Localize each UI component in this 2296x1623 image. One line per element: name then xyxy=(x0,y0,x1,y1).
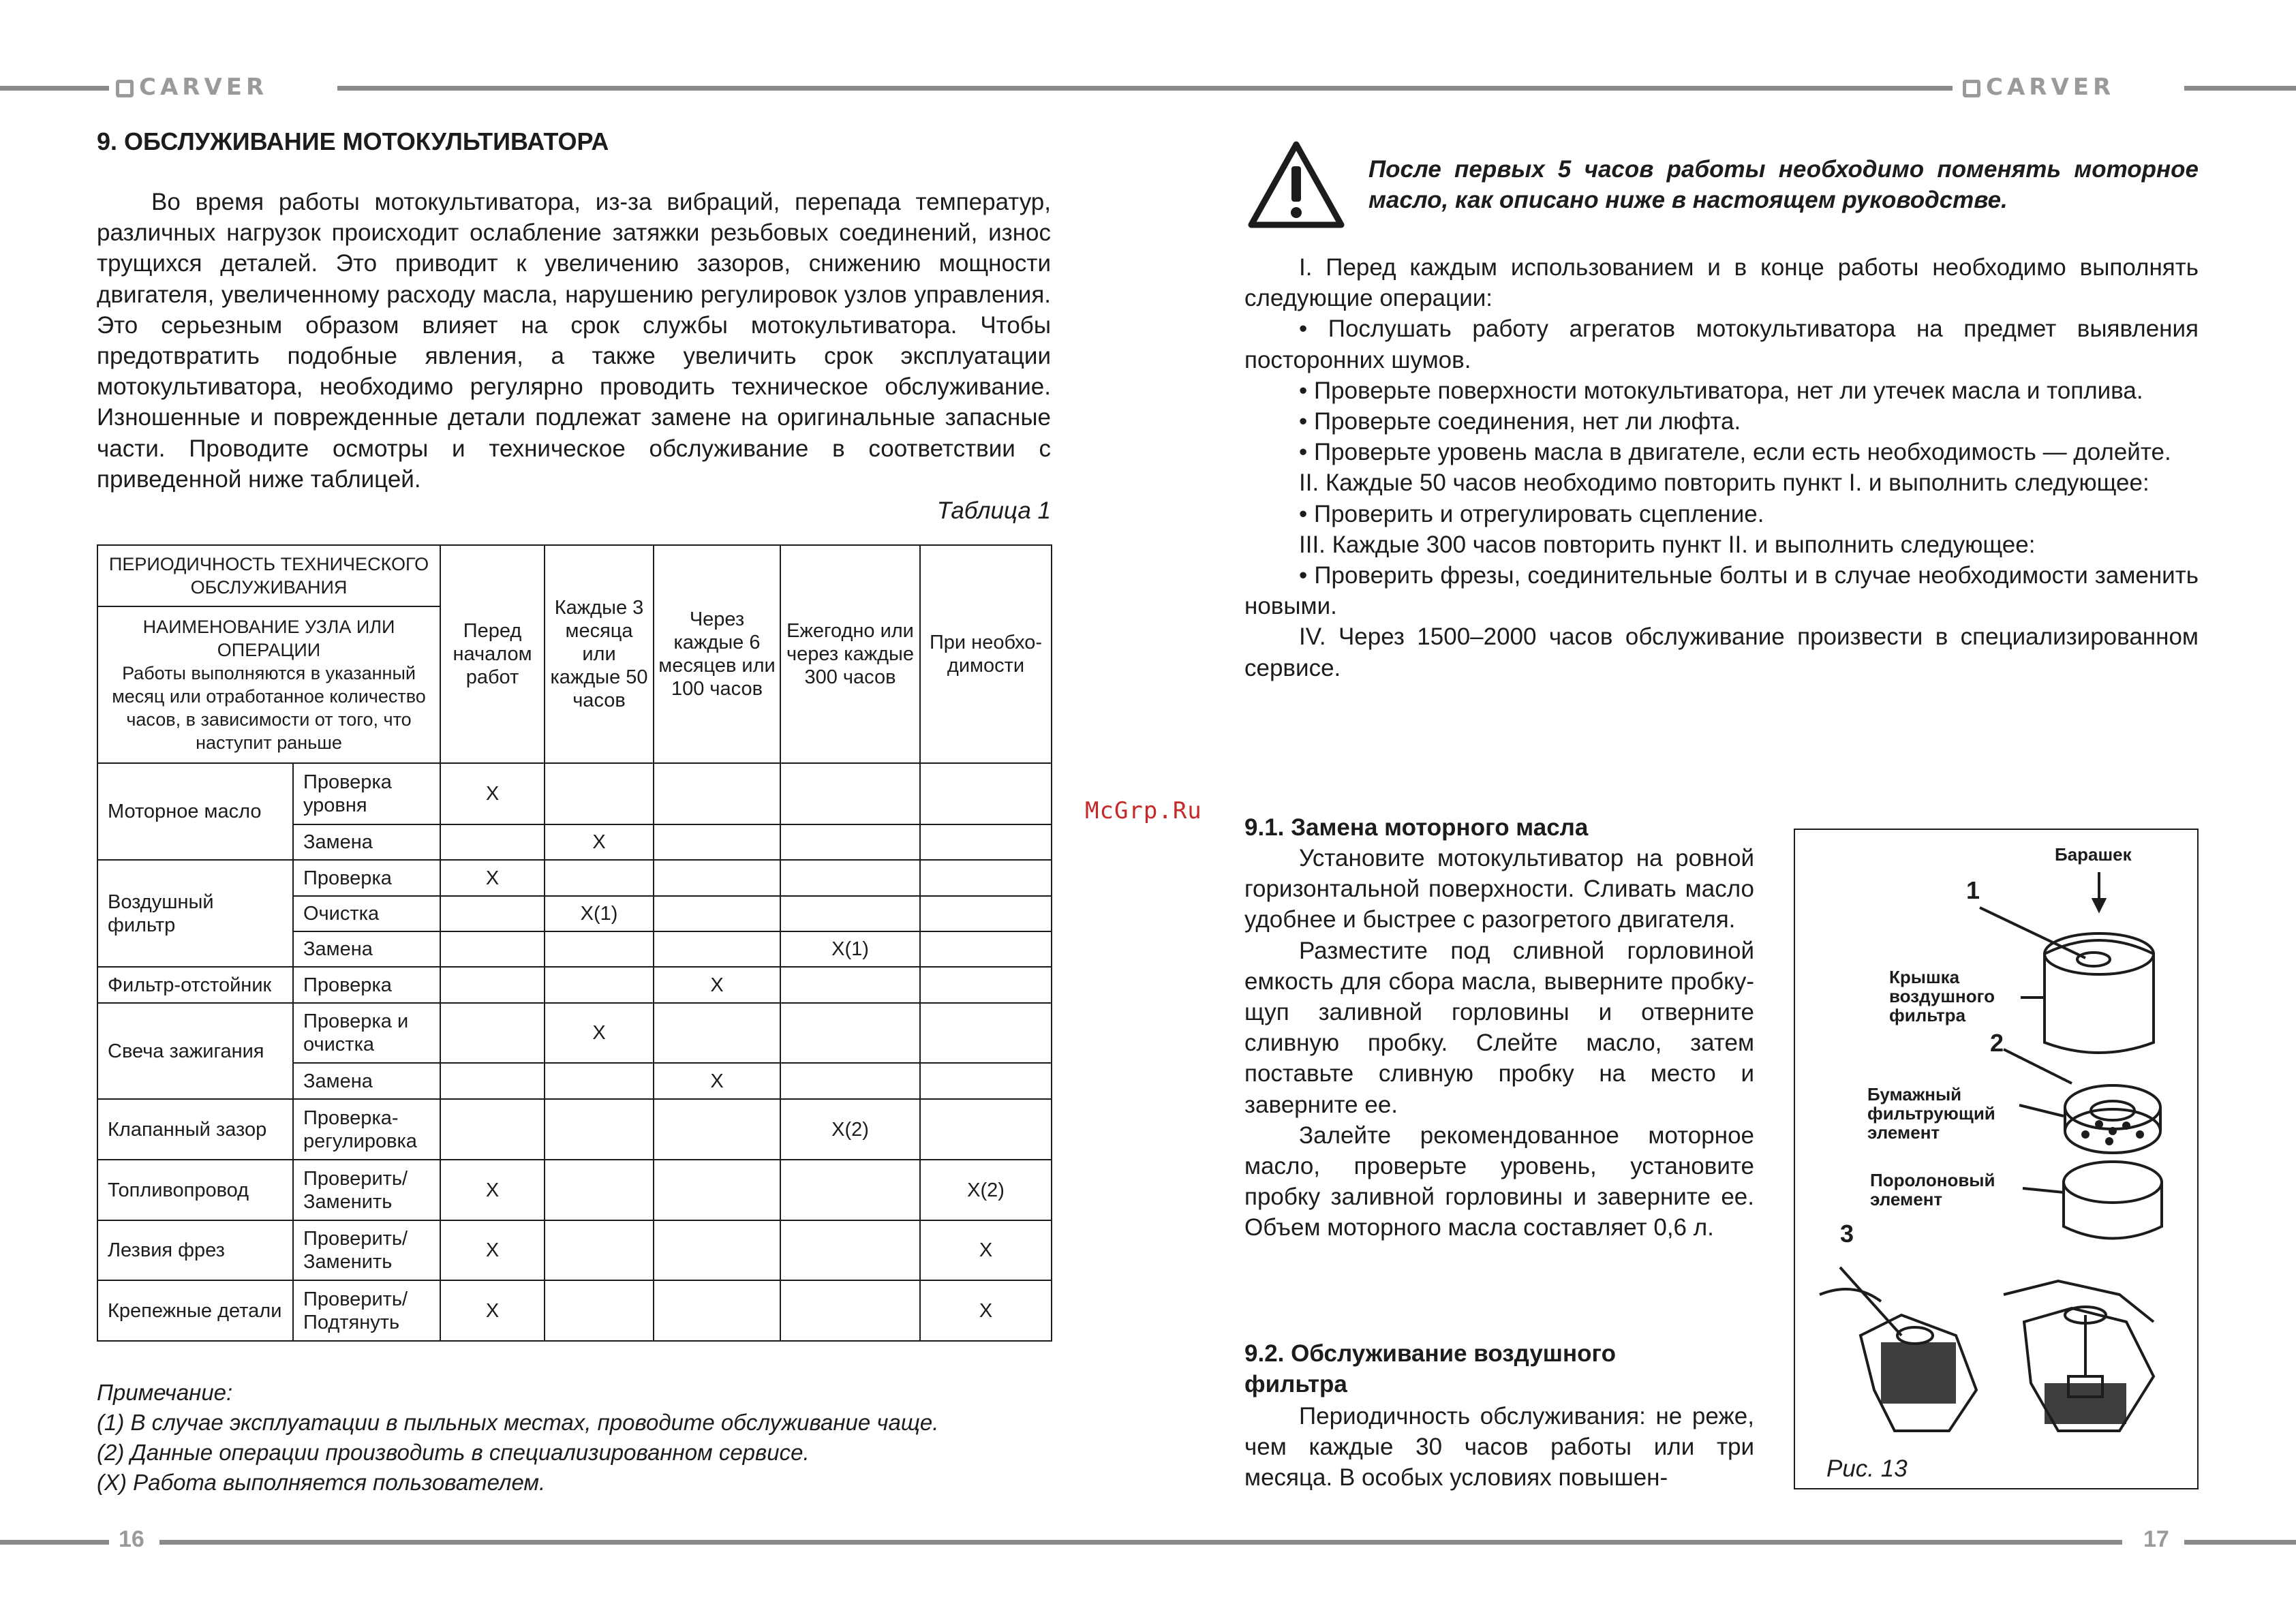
group-valve-clearance: Клапанный зазор xyxy=(97,1099,293,1160)
op-replace: Замена xyxy=(293,824,440,860)
op-iv-text: IV. Через 1500–2000 часов обслуживание произвести в специализированном сервисе. xyxy=(1244,623,2199,681)
table-row xyxy=(97,1099,1052,1160)
air-filter-drawing xyxy=(1799,845,2194,1458)
op-check-level: Проверка уровня xyxy=(293,763,440,824)
figure-number-3: 3 xyxy=(1840,1220,1854,1248)
page-number-left: 16 xyxy=(119,1526,144,1552)
p91-c: Залейте рекомендованное моторное масло, проверьте уровень, установите пробку заливной горловины и заверните ее. Объем моторного масла составляет 0,6 л. xyxy=(1244,1122,1754,1241)
mark-cell: X(1) xyxy=(545,896,654,931)
page-number-right: 17 xyxy=(2143,1526,2169,1552)
op-i-text: I. Перед каждым использованием и в конце работы необходимо выполнять следующие операции: xyxy=(1244,254,2199,312)
op-i-2 xyxy=(1244,375,2199,406)
table-notes xyxy=(97,1378,938,1498)
figure-label-wing-nut: Барашек xyxy=(2055,844,2132,865)
p91-b: Разместите под сливной горловиной емкость для сбора масла, выверните пробку-щуп заливной горловины и отверните сливную пробку. Слейте масло, затем поставьте сливную пробку на место и заверните ее. xyxy=(1244,937,1754,1118)
subsection-92-title: 9.2. Обслуживание воздушного фильтра xyxy=(1244,1340,1616,1397)
p92-a: Периодичность обслуживания: не реже, чем каждые 30 часов работы или три месяца. В особых условиях повышен- xyxy=(1244,1403,1754,1491)
figure-label-paper-element: Бумажный фильтрующий элемент xyxy=(1867,1084,1995,1143)
op-replace: Замена xyxy=(293,1063,440,1099)
section-92-body xyxy=(1244,1401,1754,1494)
maintenance-table xyxy=(97,544,1052,1342)
op-ii xyxy=(1244,467,2199,498)
mark-cell: X xyxy=(654,1063,780,1099)
mark-cell: X xyxy=(920,1220,1052,1280)
op-iii-text: III. Каждые 300 часов повторить пункт II. и выполнить следующее: xyxy=(1299,531,2036,558)
group-engine-oil: Моторное масло xyxy=(97,763,293,860)
mark-cell: X xyxy=(440,1160,545,1220)
mark-cell: X xyxy=(440,1280,545,1341)
mark-cell: X xyxy=(545,1003,654,1063)
op-clean: Очистка xyxy=(293,896,440,931)
mark-cell: X xyxy=(920,1280,1052,1341)
op-iii xyxy=(1244,529,2199,560)
op-ii-1 xyxy=(1244,499,2199,529)
col-every-3-months: Каждые 3 месяца или каждые 50 часов xyxy=(545,545,654,763)
table-row xyxy=(97,1280,1052,1341)
section-91-body xyxy=(1244,843,1754,1243)
brand-text: CARVER xyxy=(139,74,269,101)
op-check: Проверка xyxy=(293,860,440,896)
p91-a: Установите мотокультиватор на ровной горизонтальной поверхности. Сливать масло удобнее и быстрее с разогретого двигателя. xyxy=(1244,845,1754,933)
table-row xyxy=(97,967,1052,1003)
op-replace: Замена xyxy=(293,931,440,967)
mark-cell: X xyxy=(440,1220,545,1280)
figure-number-2: 2 xyxy=(1990,1029,2004,1057)
op-check: Проверка xyxy=(293,967,440,1003)
intro-text: Во время работы мотокультиватора, из-за вибраций, перепада температур, различных нагрузок происходит ослабление затяжки резьбовых соединений, износ трущихся деталей. Это приводит к увеличению зазоров, снижению мощности двигателя, увеличенному расходу масла, нарушению регулировок узлов управления. Это серьезным образом влияет на срок службы мотокультиватора. Чтобы предотвратить подобные явления, а также увеличить срок эксплуатации мотокультиватора, необходимо регулярно проводить техническое обслуживание. Изношенные и поврежденные детали подлежат замене на оригинальные запасные части. Проводите осмотры и техническое обслуживание в соответствии с приведенной ниже таблицей. xyxy=(97,189,1051,493)
op-i-2-text: • Проверьте поверхности мотокультиватора, нет ли утечек масла и топлива. xyxy=(1299,377,2143,404)
figure-label-cover: Крышка воздушного фильтра xyxy=(1889,967,1995,1025)
note-1: (1) В случае эксплуатации в пыльных местах, проводите обслуживание чаще. xyxy=(97,1410,939,1435)
op-check-clean: Проверка и очистка xyxy=(293,1003,440,1063)
op-i-1-text: • Послушать работу агрегатов мотокультиватора на предмет выявления посторонних шумов. xyxy=(1244,315,2199,373)
brand-text: CARVER xyxy=(1986,74,2115,101)
group-sediment-filter: Фильтр-отстойник xyxy=(97,967,293,1003)
op-check-replace: Проверить/ Заменить xyxy=(293,1220,440,1280)
subsection-91-title: 9.1. Замена моторного масла xyxy=(1244,814,1589,841)
table-caption: Таблица 1 xyxy=(936,497,1051,524)
op-i-3 xyxy=(1244,406,2199,437)
footer-rule-right xyxy=(2184,1540,2296,1545)
brand-logo-right xyxy=(1963,74,2115,101)
header-period: ПЕРИОДИЧНОСТЬ ТЕХНИЧЕСКОГО ОБСЛУЖИВАНИЯ xyxy=(97,545,440,606)
header-node xyxy=(97,606,440,763)
warning-text: После первых 5 часов работы необходимо поменять моторное масло, как описано ниже в настоящем руководстве. xyxy=(1368,156,2199,213)
op-check-tighten: Проверить/ Подтянуть xyxy=(293,1280,440,1341)
footer-rule-center xyxy=(159,1540,2122,1545)
op-i-1 xyxy=(1244,313,2199,375)
op-ii-1-text: • Проверить и отрегулировать сцепление. xyxy=(1299,500,1764,527)
figure-13-caption: Рис. 13 xyxy=(1826,1455,1908,1482)
notes-title: Примечание: xyxy=(97,1380,233,1405)
col-yearly: Ежегодно или через каждые 300 часов xyxy=(780,545,920,763)
watermark: McGrp.Ru xyxy=(1085,797,1202,824)
mark-cell: X xyxy=(440,860,545,896)
header-rule-left xyxy=(0,86,109,91)
table-row xyxy=(97,763,1052,824)
op-i-3-text: • Проверьте соединения, нет ли люфта. xyxy=(1299,408,1741,435)
intro-paragraph xyxy=(97,187,1051,495)
group-spark-plug: Свеча зажигания xyxy=(97,1003,293,1099)
table-row xyxy=(97,860,1052,896)
mark-cell: X xyxy=(545,824,654,860)
header-rule-center xyxy=(337,86,1953,91)
group-fasteners: Крепежные детали xyxy=(97,1280,293,1341)
col-before-work: Перед началом работ xyxy=(440,545,545,763)
warning-triangle-icon xyxy=(1247,140,1345,229)
header-rule-right xyxy=(2184,86,2296,91)
section-title: 9. ОБСЛУЖИВАНИЕ МОТОКУЛЬТИВАТОРА xyxy=(97,127,609,155)
header-node-note: Работы выполняются в указанный месяц или отработанное количество часов, в зависимости от того, что наступит раньше xyxy=(112,663,426,753)
mark-cell: X(2) xyxy=(780,1099,920,1160)
op-i-4-text: • Проверьте уровень масла в двигателе, если есть необходимость — долейте. xyxy=(1299,439,2171,466)
col-as-needed: При необхо-димости xyxy=(920,545,1052,763)
op-i xyxy=(1244,252,2199,313)
mark-cell: X(2) xyxy=(920,1160,1052,1220)
footer-rule-left-a xyxy=(0,1540,109,1545)
figure-number-1: 1 xyxy=(1966,876,1980,904)
op-ii-text: II. Каждые 50 часов необходимо повторить пункт I. и выполнить следующее: xyxy=(1299,469,2149,497)
op-check-replace: Проверить/ Заменить xyxy=(293,1160,440,1220)
op-check-adjust: Проверка-регулировка xyxy=(293,1099,440,1160)
note-2: (2) Данные операции производить в специализированном сервисе. xyxy=(97,1440,810,1465)
mark-cell: X xyxy=(440,763,545,824)
col-every-6-months: Через каждые 6 месяцев или 100 часов xyxy=(654,545,780,763)
mark-cell: X xyxy=(654,967,780,1003)
op-i-4 xyxy=(1244,437,2199,467)
brand-mark-icon xyxy=(1963,80,1980,97)
table-row xyxy=(97,1003,1052,1063)
group-fuel-line: Топливопровод xyxy=(97,1160,293,1220)
mark-cell: X(1) xyxy=(780,931,920,967)
op-iii-1-text: • Проверить фрезы, соединительные болты и в случае необходимости заменить новыми. xyxy=(1244,562,2199,620)
brand-logo-left xyxy=(116,74,268,101)
op-iii-1 xyxy=(1244,560,2199,621)
table-row xyxy=(97,1160,1052,1220)
table-row xyxy=(97,1220,1052,1280)
note-x: (X) Работа выполняется пользователем. xyxy=(97,1470,546,1495)
brand-mark-icon xyxy=(116,80,134,97)
group-air-filter: Воздушный фильтр xyxy=(97,860,293,967)
op-iv xyxy=(1244,621,2199,683)
operations-list xyxy=(1244,252,2199,683)
header-node-title: НАИМЕНОВАНИЕ УЗЛА ИЛИ ОПЕРАЦИИ xyxy=(142,617,395,660)
figure-label-foam-element: Поролоновый элемент xyxy=(1870,1170,1995,1209)
group-tiller-blades: Лезвия фрез xyxy=(97,1220,293,1280)
